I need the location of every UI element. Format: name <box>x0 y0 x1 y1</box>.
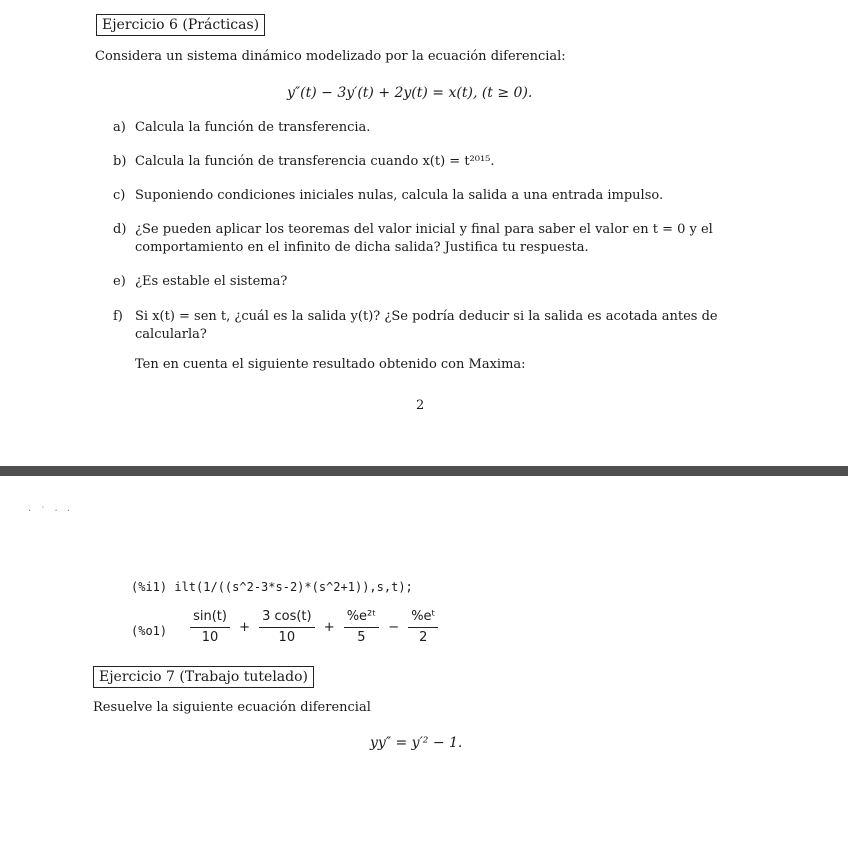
term-sign: − <box>388 620 400 635</box>
exercise7-title: Ejercicio 7 (Trabajo tutelado) <box>93 666 314 688</box>
item-text: ¿Se pueden aplicar los teoremas del valor inicial y final para saber el valor en t = 0 y el comportamiento en el infinito de dicha salida? Justifica tu respuesta. <box>135 222 713 255</box>
fraction-denominator: 5 <box>357 630 366 645</box>
exercise6-intro: Considera un sistema dinámico modelizado por la ecuación diferencial: <box>95 49 566 64</box>
exercise7-intro: Resuelve la siguiente ecuación diferencial <box>93 700 371 715</box>
item-text: Calcula la función de transferencia. <box>135 120 371 135</box>
fraction-term <box>408 608 438 647</box>
item-label: f) <box>113 309 123 324</box>
term-sign: + <box>323 620 335 635</box>
maxima-output-label: (%o1) <box>131 624 168 638</box>
exercise6-item-c <box>113 187 753 205</box>
item-text: Si x(t) = sen t, ¿cuál es la salida y(t)? ¿Se podría deducir si la salida es acotada antes de calcularla? <box>135 309 718 342</box>
page-divider <box>0 466 848 476</box>
page-number: 2 <box>416 398 425 413</box>
fraction-denominator: 10 <box>278 630 296 645</box>
exercise6-item-e <box>113 273 753 291</box>
item-text: Suponiendo condiciones iniciales nulas, calcula la salida a una entrada impulso. <box>135 188 664 203</box>
fraction-numerator: sin(t) <box>190 608 230 628</box>
page-bottom <box>0 476 848 848</box>
item-label: e) <box>113 274 126 289</box>
fraction-numerator: %eᵗ <box>408 608 438 628</box>
item-text: Calcula la función de transferencia cuando x(t) = t²⁰¹⁵. <box>135 154 495 169</box>
item-label: c) <box>113 188 126 203</box>
exercise6-item-a <box>113 119 753 137</box>
item-text: ¿Es estable el sistema? <box>135 274 288 289</box>
item-label: a) <box>113 120 126 135</box>
item-label: b) <box>113 154 127 169</box>
term-sign: + <box>239 620 250 635</box>
fraction-term <box>344 608 379 647</box>
exercise6-item-f <box>113 308 753 344</box>
item-label: d) <box>113 222 127 237</box>
fraction-term <box>190 608 230 647</box>
exercise6-equation: y″(t) − 3y′(t) + 2y(t) = x(t), (t ≥ 0). <box>287 85 533 101</box>
fraction-denominator: 2 <box>419 630 428 645</box>
exercise7-equation: yy″ = y′² − 1. <box>370 735 463 751</box>
exercise6-title: Ejercicio 6 (Prácticas) <box>96 14 265 36</box>
maxima-input-label: (%i1) <box>131 580 168 594</box>
scan-specks: · ˙ · · <box>28 506 74 517</box>
maxima-input-code: ilt(1/((s^2-3*s-2)*(s^2+1)),s,t); <box>174 580 413 594</box>
fraction-numerator: 3 cos(t) <box>259 608 315 628</box>
fraction-term <box>259 608 315 647</box>
exercise6-item-b <box>113 153 753 171</box>
fraction-denominator: 10 <box>201 630 219 645</box>
fraction-numerator: %e²ᵗ <box>344 608 379 628</box>
maxima-input-line <box>131 580 413 594</box>
maxima-output-expression <box>180 608 441 652</box>
exercise6-item-d <box>113 221 753 257</box>
maxima-note: Ten en cuenta el siguiente resultado obtenido con Maxima: <box>135 357 526 372</box>
